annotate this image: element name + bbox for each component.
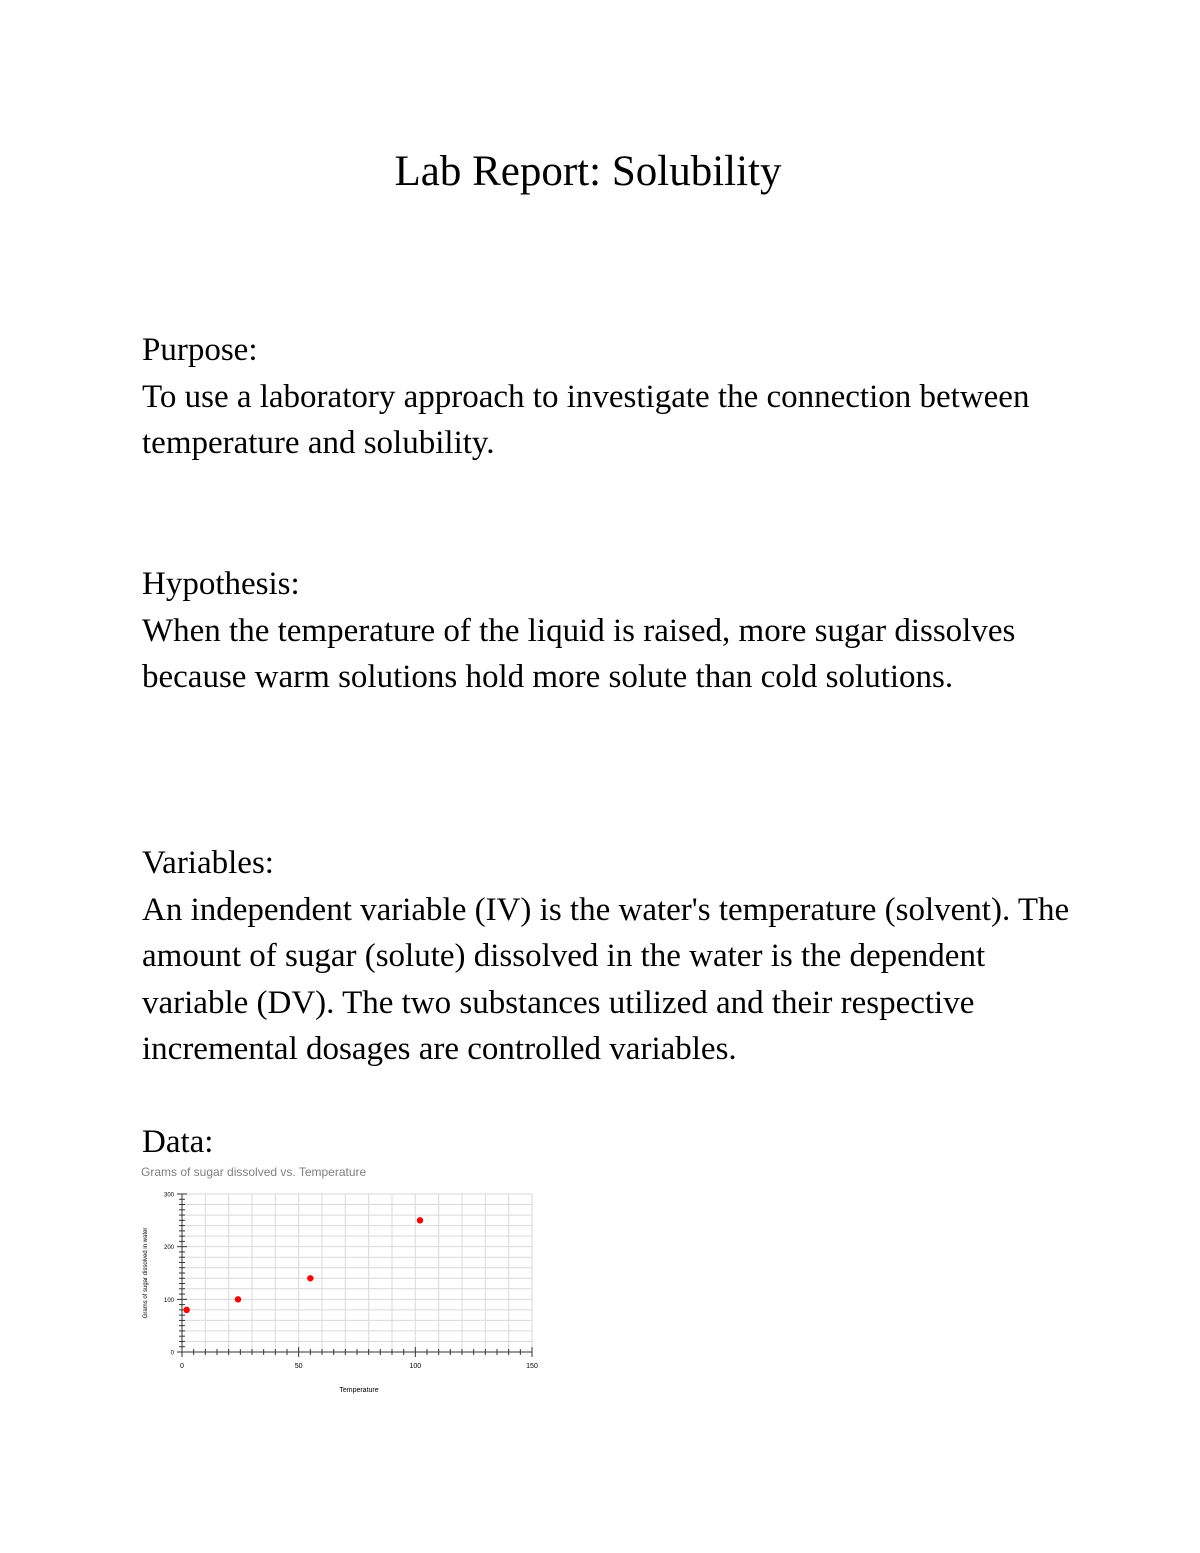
x-tick-label: 0 [180, 1363, 184, 1370]
variables-body: An independent variable (IV) is the water's temperature (solvent). The amount of sugar (solute) dissolved in the water is the dependent variable (DV). The two substances utilized and their respective incremental dosages are controlled variables. [142, 891, 1070, 1067]
y-tick-label: 0 [170, 1350, 174, 1357]
hypothesis-section [142, 561, 1082, 701]
page-title: Lab Report: Solubility [394, 148, 782, 195]
data-point [307, 1275, 313, 1281]
purpose-heading: Purpose: [142, 332, 258, 368]
variables-section [142, 840, 1082, 1073]
y-tick-label: 100 [163, 1297, 174, 1304]
data-section [142, 1119, 1082, 1166]
chart-title: Grams of sugar dissolved vs. Temperature [141, 1165, 367, 1179]
chart-svg [140, 1160, 540, 1396]
x-tick-label: 150 [526, 1363, 538, 1370]
data-point [417, 1217, 423, 1223]
y-tick-label: 200 [163, 1245, 174, 1252]
data-point [235, 1296, 241, 1302]
data-point [183, 1307, 189, 1313]
x-axis-label: Temperature [339, 1387, 379, 1394]
chart-axes [177, 1194, 532, 1357]
hypothesis-body: When the temperature of the liquid is raised, more sugar dissolves because warm solutions hold more solute than cold solutions. [142, 612, 1016, 695]
data-heading: Data: [142, 1124, 214, 1160]
x-tick-label: 50 [294, 1363, 303, 1370]
scatter-chart [140, 1160, 540, 1396]
purpose-body: To use a laboratory approach to investigate the connection between temperature and solubility. [142, 378, 1030, 461]
variables-heading: Variables: [142, 845, 274, 881]
purpose-section [142, 327, 1082, 467]
y-tick-label: 300 [163, 1192, 174, 1199]
chart-points [183, 1217, 423, 1313]
chart-tick-labels [164, 1193, 538, 1371]
x-tick-label: 100 [409, 1363, 422, 1370]
y-axis-label: Grams of sugar dissolved in water [143, 1227, 149, 1319]
chart-grid [182, 1194, 532, 1352]
hypothesis-heading: Hypothesis: [142, 566, 300, 602]
